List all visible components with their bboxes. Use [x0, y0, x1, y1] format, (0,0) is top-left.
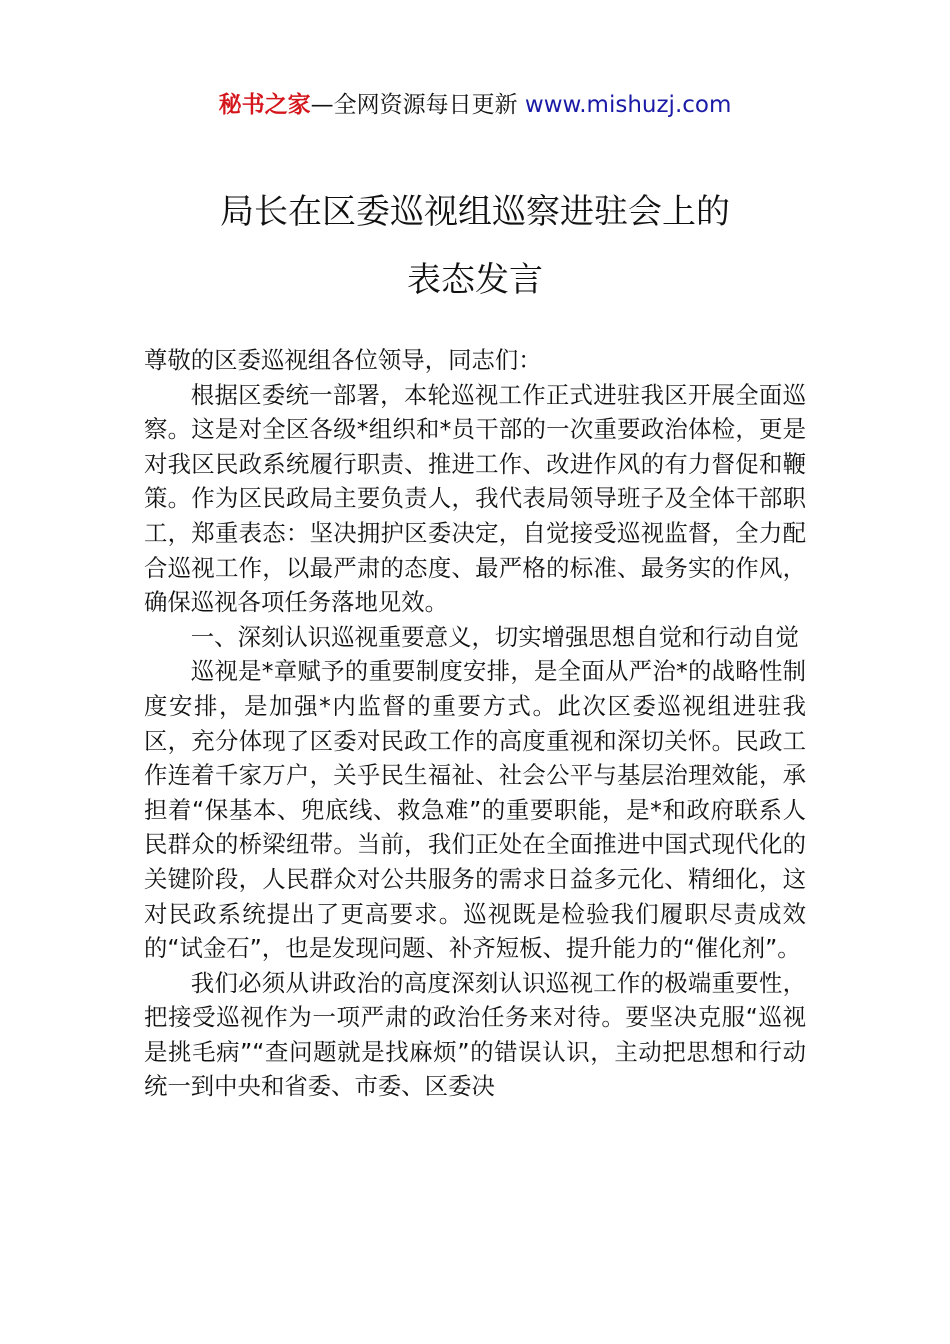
paragraph-significance: 巡视是*章赋予的重要制度安排，是全面从严治*的战略性制度安排，是加强*内监督的重要方式。此次区委巡视组进驻我区，充分体现了区委对民政工作的高度重视和深切关怀。民政工作连着千家万户，关乎民生福祉、社会公平与基层治理效能，承担着“保基本、兜底线、救急难”的重要职能，是*和政府联系人民群众的桥梁纽带。当前，我们正处在全面推进中国式现代化的关键阶段，人民群众对公共服务的需求日益多元化、精细化，这对民政系统提出了更高要求。巡视既是检验我们履职尽责成效的“试金石”，也是发现问题、补齐短板、提升能力的“催化剂”。 [144, 657, 806, 963]
site-brand: 秘书之家 [218, 92, 311, 118]
paragraph-intro: 根据区委统一部署，本轮巡视工作正式进驻我区开展全面巡察。这是对全区各级*组织和*员干部的一次重要政治体检，更是对我区民政系统履行职责、推进工作、改进作风的有力督促和鞭策。作为区民政局主要负责人，我代表局领导班子及全体干部职工，郑重表态：坚决拥护区委决定，自觉接受巡视监督，全力配合巡视工作，以最严肃的态度、最严格的标准、最务实的作风，确保巡视各项任务落地见效。 [144, 380, 806, 617]
site-url[interactable]: www.mishuzj.com [524, 92, 732, 118]
section-heading-1: 一、深刻认识巡视重要意义，切实增强思想自觉和行动自觉 [190, 622, 799, 651]
site-header [0, 88, 950, 122]
document-title-line-1: 局长在区委巡视组巡察进驻会上的 [220, 192, 730, 232]
document-body [144, 343, 806, 1104]
document-title-line-2: 表态发言 [407, 260, 543, 300]
salutation: 尊敬的区委巡视组各位领导，同志们： [144, 346, 542, 374]
site-slogan: —全网资源每日更新 [310, 92, 525, 118]
paragraph-political-task: 我们必须从讲政治的高度深刻认识巡视工作的极端重要性，把接受巡视作为一项严肃的政治任务来对待。要坚决克服“巡视是挑毛病”“查问题就是找麻烦”的错误认识，主动把思想和行动统一到中央和省委、市委、区委决 [144, 968, 806, 1101]
